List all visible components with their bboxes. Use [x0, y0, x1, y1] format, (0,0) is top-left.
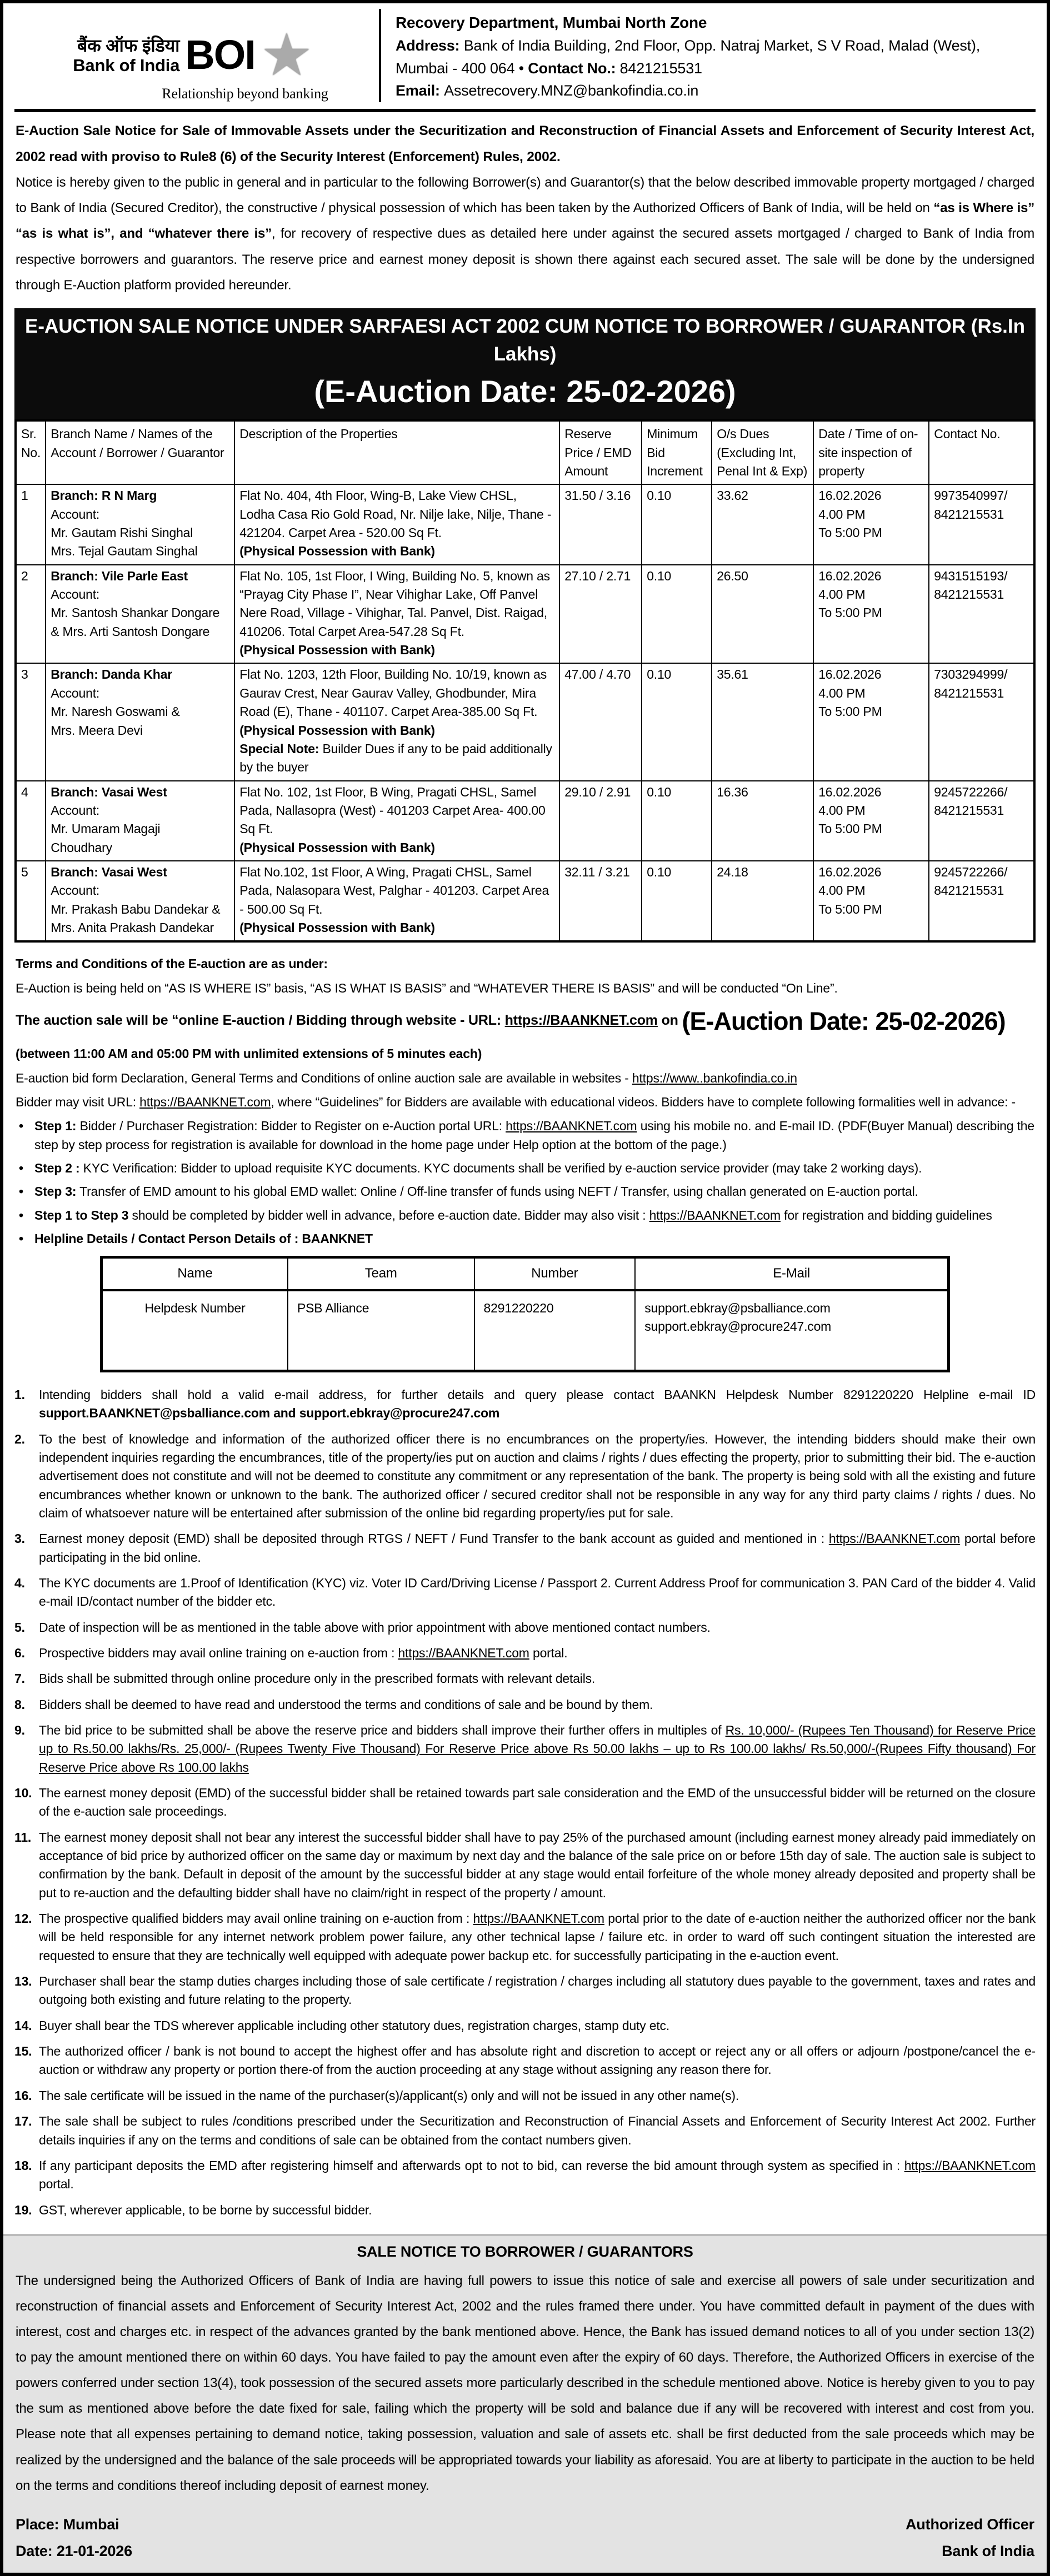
cell-outstanding-dues: 26.50: [712, 565, 813, 664]
cell-branch-account: [46, 781, 234, 861]
possession-status: (Physical Possession with Bank): [239, 544, 435, 559]
bullet-icon: •: [19, 1160, 23, 1175]
cell-reserve-price: 27.10 / 2.71: [559, 565, 642, 664]
branch-name: Branch: Vasai West: [51, 864, 167, 879]
note-item: [14, 1670, 1036, 1688]
note-number: 11.: [14, 1830, 32, 1845]
auction-line-pre: The auction sale will be “online E-auction / Bidding through website - URL:: [16, 1013, 505, 1029]
sale-notice-body: The undersigned being the Authorized Officers of Bank of India are having full powers to issue this notice of sale and exercise all powers of sale under securitization and reconstruction of financial assets and Enforcement of Security Interest Act, 2002 and the rules framed there under. You have committed default in payment of the dues with interest, cost and charges etc. in respect of the advances granted by the bank mentioned above. Hence, the Bank has issued demand notices to all of you under section 13(2) to pay the amount mentioned there on within 60 days. You have failed to pay the amount even after the expiry of 60 days. Therefore, the Authorized Officers in exercise of the powers conferred under section 13(4), took possession of the secured assets more particularly described in the schedule mentioned above. Notice is hereby given to you to pay the sum as mentioned above before the date fixed for sale, failing which the property will be sold and balance due if any will be recovered with interest and cost from you. Please note that all expenses pertaining to demand notice, taking possession, valuation and sale of assets etc. shall be first deducted from the sale proceeds which may be realized by the undersigned and the balance of the sale proceeds will be appropriated towards your liability as aforesaid. You are at liberty to participate in the auction to be held on the terms and conditions thereof including deposit of earnest money.: [16, 2273, 1034, 2493]
auction-date-big: (E-Auction Date: 25-02-2026): [682, 1006, 1006, 1035]
inspection-date: 16.02.2026: [818, 568, 882, 583]
note-text: Bidders shall be deemed to have read and understood the terms and conditions of sale and be bound by them.: [39, 1697, 653, 1712]
note-url: https://BAANKNET.com: [904, 2158, 1036, 2173]
note-text: portal.: [39, 2177, 74, 2192]
note-number: 4.: [14, 1575, 25, 1590]
note-number: 7.: [14, 1671, 25, 1686]
account-label: Account:: [51, 587, 100, 602]
note-item: [14, 2017, 1036, 2035]
note-item: [14, 1910, 1036, 1965]
bank-tagline: Relationship beyond banking: [162, 85, 328, 102]
terms-bidform-line: [16, 1069, 1034, 1087]
branch-name: Branch: Vasai West: [51, 784, 167, 799]
bullet-icon: •: [19, 1207, 23, 1222]
cell-property-description: [234, 861, 559, 941]
inspection-time-from: 4.00 PM: [818, 587, 866, 602]
cell-min-bid: 0.10: [642, 484, 712, 564]
cell-property-description: [234, 484, 559, 564]
bullet-icon: •: [19, 1231, 23, 1246]
note-text: If any participant deposits the EMD after registering himself and afterwards opt to not to bid, can reverse the bid amount through system as specified in :: [39, 2158, 904, 2173]
step-label: Step 3:: [34, 1184, 77, 1199]
footer-signatory: [906, 2511, 1034, 2565]
step-label: Step 2 :: [34, 1160, 80, 1175]
bullet-icon: •: [19, 1184, 23, 1199]
cell-reserve-price: 32.11 / 3.21: [559, 861, 642, 941]
cell-outstanding-dues: 16.36: [712, 781, 813, 861]
cell-inspection-datetime: [813, 861, 929, 941]
cell-sr-no: 3: [16, 663, 46, 780]
note-item: [14, 2087, 1036, 2105]
cell-branch-account: [46, 484, 234, 564]
cell-inspection-datetime: [813, 663, 929, 780]
cell-outstanding-dues: 35.61: [712, 663, 813, 780]
step-bullet: [16, 1206, 1034, 1225]
helpline-name: Helpdesk Number: [102, 1290, 288, 1371]
note-text: The authorized officer / bank is not bound to accept the highest offer and has absolute right and discretion to accept or reject any or all offers or adjourn /postpone/cancel the e-auction or withdraw any property or portion there-of from the auction proceeding at any stage without assigning any reason there for.: [39, 2044, 1036, 2077]
contact-number: 8421215531: [934, 507, 1004, 522]
note-number: 1.: [14, 1387, 25, 1402]
note-url: https://BAANKNET.com: [828, 1531, 961, 1546]
cell-outstanding-dues: 24.18: [712, 861, 813, 941]
auction-properties-table: [14, 419, 1036, 943]
note-item: [14, 1828, 1036, 1902]
footer-place: Place: Mumbai: [16, 2515, 119, 2533]
possession-status: (Physical Possession with Bank): [239, 723, 435, 738]
note-bold: support.BAANKNET@psballiance.com and support.ebkray@procure247.com: [39, 1406, 500, 1421]
note-number: 12.: [14, 1911, 32, 1926]
note-underline: Rs. 10,000/- (Rupees Ten Thousand) for Reserve Price up to Rs.50.00 lakhs/Rs. 25,000/- (Rupees Twenty Five Thousand) For Reserve Price above Rs 50.00 lakhs – up to Rs 100.00 lakhs/ Rs.50,000/-(Rupees Fifty thousand) For Reserve Price above Rs 100.00 lakhs: [39, 1722, 1036, 1775]
borrower-name: Mr. Prakash Babu Dandekar &: [51, 901, 221, 916]
inspection-time-to: To 5:00 PM: [818, 901, 882, 916]
table-row: [16, 663, 1034, 780]
contact-number: 9973540997/: [934, 488, 1008, 503]
property-description: Flat No. 404, 4th Floor, Wing-B, Lake View CHSL, Lodha Casa Rio Gold Road, Nr. Nilje lake, Nilje, Thane - 421204. Carpet Area - 520.00 Sq Ft.: [239, 488, 552, 540]
cell-min-bid: 0.10: [642, 781, 712, 861]
footer-officer: Authorized Officer: [906, 2515, 1034, 2533]
visit-pre: Bidder may visit URL:: [16, 1094, 140, 1109]
column-header-contact: Contact No.: [929, 420, 1034, 484]
bankofindia-url: https://www..bankofindia.co.in: [632, 1070, 797, 1085]
possession-status: (Physical Possession with Bank): [239, 840, 435, 855]
cell-sr-no: 1: [16, 484, 46, 564]
helpline-email: support.ebkray@procure247.com: [644, 1319, 832, 1334]
special-note-text: Builder Dues if any to be paid additionally by the buyer: [239, 741, 552, 775]
helpline-header-email: E-Mail: [635, 1257, 948, 1290]
bank-logo-names: [73, 36, 179, 76]
possession-status: (Physical Possession with Bank): [239, 920, 435, 935]
contact-number: 8421215531: [934, 685, 1004, 700]
address-label: Address:: [396, 37, 464, 54]
branch-name: Branch: Vile Parle East: [51, 568, 188, 583]
column-header-description: Description of the Properties: [234, 420, 559, 484]
terms-heading: Terms and Conditions of the E-auction are as under:: [16, 956, 328, 971]
cell-contact-no: [929, 663, 1034, 780]
sale-notice-heading: SALE NOTICE TO BORROWER / GUARANTORS: [357, 2243, 693, 2260]
property-description: Flat No. 105, 1st Floor, I Wing, Building No. 5, known as “Prayag City Phase I”, Near Vihighar Lake, Off Panvel Nere Road, Village - Vihighar, Tal. Panvel, Dist. Raigad, 410206. Total Carpet Area-547.28 Sq Ft.: [239, 568, 550, 639]
helpline-team: PSB Alliance: [288, 1290, 474, 1371]
note-item: [14, 2201, 1036, 2219]
visit-post: , where “Guidelines” for Bidders are available with educational videos. Bidders have to complete following formalities well in advance: -: [271, 1094, 1016, 1109]
borrower-name: Mrs. Anita Prakash Dandekar: [51, 920, 214, 935]
terms-auction-line: [16, 1003, 1034, 1039]
cell-contact-no: [929, 565, 1034, 664]
borrower-name: Mr. Umaram Magaji: [51, 821, 161, 836]
column-header-dues: O/s Dues (Excluding Int, Penal Int & Exp): [712, 420, 813, 484]
column-header-inspection: Date / Time of on-site inspection of property: [813, 420, 929, 484]
note-text: Purchaser shall bear the stamp duties charges including those of sale certificate / registration / charges including all statutory dues payable to the government, taxes and rates and outgoing both existing and future relating to the property.: [39, 1974, 1036, 2007]
table-row: [16, 861, 1034, 941]
intro-heading: E-Auction Sale Notice for Sale of Immovable Assets under the Securitization and Reconstruction of Financial Assets and Enforcement of Security Interest Act, 2002 read with proviso to Rule8 (6) of the Security Interest (Enforcement) Rules, 2002.: [16, 123, 1034, 164]
note-item: [14, 1721, 1036, 1777]
account-label: Account:: [51, 803, 100, 818]
contact-number: 8421215531: [934, 883, 1004, 898]
note-number: 6.: [14, 1645, 25, 1660]
step-label: Step 1:: [34, 1119, 77, 1134]
intro-paragraph: [16, 170, 1034, 298]
note-text: Prospective bidders may avail online training on e-auction from :: [39, 1645, 398, 1660]
step-bullet: [16, 1182, 1034, 1201]
cell-min-bid: 0.10: [642, 861, 712, 941]
sale-notice-footer: [16, 2511, 1034, 2565]
cell-property-description: [234, 663, 559, 780]
account-label: Account:: [51, 685, 100, 700]
branch-name: Branch: R N Marg: [51, 488, 157, 503]
borrower-name: Mr. Gautam Rishi Singhal: [51, 525, 193, 540]
baanknet-url: https://BAANKNET.com: [506, 1119, 637, 1134]
footer-date: Date: 21-01-2026: [16, 2543, 132, 2560]
branch-name: Branch: Danda Khar: [51, 667, 172, 682]
inspection-time-to: To 5:00 PM: [818, 605, 882, 620]
banner-auction-date: (E-Auction Date: 25-02-2026): [314, 374, 736, 409]
cell-outstanding-dues: 33.62: [712, 484, 813, 564]
note-text: The sale shall be subject to rules /conditions prescribed under the Securitization and Reconstruction of Financial Assets and Enforcement of Security Interest Act 2002. Further details inquiries if any on the terms and conditions of sale can be obtained from the contact numbers given.: [39, 2114, 1036, 2147]
inspection-time-to: To 5:00 PM: [818, 821, 882, 836]
address-text: Bank of India Building, 2nd Floor, Opp. Natraj Market, S V Road, Malad (West), Mumbai - 400 064 •: [396, 37, 981, 77]
note-item: [14, 1530, 1036, 1567]
column-header-min-bid: Minimum Bid Increment: [642, 420, 712, 484]
account-label: Account:: [51, 507, 100, 522]
note-text: The earnest money deposit (EMD) of the successful bidder shall be retained towards part sale consideration and the EMD of the unsuccessful bidder will be returned on the closure of the e-auction sale proceedings.: [39, 1786, 1036, 1819]
cell-inspection-datetime: [813, 781, 929, 861]
column-header-sr-no: Sr. No.: [16, 420, 46, 484]
cell-branch-account: [46, 861, 234, 941]
note-number: 3.: [14, 1531, 25, 1546]
cell-min-bid: 0.10: [642, 565, 712, 664]
step-text: Transfer of EMD amount to his global EMD wallet: Online / Off-line transfer of funds using NEFT / Transfer, using challan generated on E-auction portal.: [76, 1184, 918, 1199]
note-number: 16.: [14, 2088, 32, 2103]
note-text: portal.: [529, 1645, 568, 1660]
note-text: To the best of knowledge and information of the authorized officer there is no encumbrances on the property/ies. However, the intending bidders should make their own independent inquiries regarding the encumbrances, title of the property/ies put on auction and claims / rights / dues effecting the property, prior to submitting their bid. The e-auction advertisement does not constitute and will not be deemed to constitute any commitment or any representation of the bank. The property is being sold with all the existing and future encumbrances whether known or unknown to the bank. The authorized officer / secured creditor shall not be responsible in any way for any third party claims / rights / dues. No claim of whatsoever nature will be entertained after submission of the online bid regarding property/ies put for sale.: [39, 1431, 1036, 1520]
note-text: The sale certificate will be issued in the name of the purchaser(s)/applicant(s) only and will not be issued in any other name(s).: [39, 2088, 739, 2103]
helpline-data-row: [102, 1290, 949, 1371]
note-number: 5.: [14, 1620, 25, 1635]
intro-text-post: , for recovery of respective dues as detailed here under against the secured assets mortgaged / charged to Bank of India from respective borrowers and guarantors. The reserve price and earnest money deposit is shown there against each secured asset. The sale will be done by the undersigned through E-Auction platform provided hereunder.: [16, 226, 1034, 293]
step-text: should be completed by bidder well in advance, before e-auction date. Bidder may also visit :: [128, 1207, 649, 1222]
cell-reserve-price: 47.00 / 4.70: [559, 663, 642, 780]
borrower-name: Mrs. Tejal Gautam Singhal: [51, 544, 198, 559]
note-item: [14, 1386, 1036, 1423]
bidform-pre: E-auction bid form Declaration, General Terms and Conditions of online auction sale are available in websites -: [16, 1070, 632, 1085]
helpline-label: Helpline Details / Contact Person Details of : BAANKNET: [34, 1231, 373, 1246]
helpline-bullet: [16, 1230, 1034, 1248]
contact-number: 8421215531: [934, 587, 1004, 602]
step-text: Bidder / Purchaser Registration: Bidder to Register on e-Auction portal URL:: [76, 1119, 506, 1134]
inspection-date: 16.02.2026: [818, 488, 882, 503]
cell-inspection-datetime: [813, 565, 929, 664]
helpline-table: [100, 1256, 950, 1372]
cell-branch-account: [46, 565, 234, 664]
note-item: [14, 1618, 1036, 1637]
cell-min-bid: 0.10: [642, 663, 712, 780]
contact-number: 9245722266/: [934, 864, 1008, 879]
borrower-name: Mr. Naresh Goswami &: [51, 704, 180, 719]
note-text: The earnest money deposit shall not bear any interest the successful bidder shall have to pay 25% of the purchased amount (including earnest money already paid immediately on acceptance of bid price by authorized officer on the same day or maximum by next day and the balance of the sale price on or before 15th day of sale. The auction sale is subject to confirmation by the bank. Default in deposit of the amount by the successful bidder at any stage would entail forfeiture of the whole money already deposited and property shall be put to re-auction and the defaulting bidder shall have no claim/right in respect of the property / amount.: [39, 1830, 1036, 1900]
note-text: GST, wherever applicable, to be borne by successful bidder.: [39, 2202, 372, 2217]
note-text: Buyer shall bear the TDS wherever applicable including other statutory dues, registration charges, stamp duty etc.: [39, 2018, 670, 2033]
table-row: [16, 484, 1034, 564]
inspection-time-from: 4.00 PM: [818, 685, 866, 700]
helpline-email: support.ebkray@psballiance.com: [644, 1301, 831, 1316]
boi-star-icon: ★: [260, 22, 313, 88]
note-number: 18.: [14, 2158, 32, 2173]
helpline-header-number: Number: [474, 1257, 636, 1290]
cell-contact-no: [929, 861, 1034, 941]
note-number: 17.: [14, 2114, 32, 2129]
note-text: portal before participating in the bid online.: [39, 1531, 1036, 1565]
note-text: The KYC documents are 1.Proof of Identification (KYC) viz. Voter ID Card/Driving License / Passport 2. Current Address Proof for communication 3. PAN Card of the bidder 4. Valid e-mail ID/contact number of the bidder etc.: [39, 1575, 1036, 1609]
note-item: [14, 1644, 1036, 1662]
contact-label: Contact No.:: [528, 59, 620, 77]
intro-text-bold: “as is Where is” “as is what is”, and “whatever there is”: [16, 201, 1034, 242]
note-text: Earnest money deposit (EMD) shall be deposited through RTGS / NEFT / Fund Transfer to the bank account as guided and mentioned in :: [39, 1531, 829, 1546]
terms-between-line: (between 11:00 AM and 05:00 PM with unlimited extensions of 5 minutes each): [16, 1046, 482, 1061]
note-item: [14, 1696, 1036, 1714]
auction-line-mid: on: [657, 1013, 682, 1029]
cell-reserve-price: 29.10 / 2.91: [559, 781, 642, 861]
cell-branch-account: [46, 663, 234, 780]
note-number: 13.: [14, 1974, 32, 1989]
terms-visit-line: [16, 1093, 1034, 1111]
cell-sr-no: 4: [16, 781, 46, 861]
property-description: Flat No. 102, 1st Floor, B Wing, Pragati CHSL, Samel Pada, Nallasopra (West) - 401203 Carpet Area- 400.00 Sq Ft.: [239, 784, 546, 836]
cell-property-description: [234, 565, 559, 664]
cell-property-description: [234, 781, 559, 861]
note-number: 2.: [14, 1431, 25, 1446]
helpline-number: 8291220220: [474, 1290, 636, 1371]
borrower-name: Mrs. Meera Devi: [51, 723, 143, 738]
inspection-date: 16.02.2026: [818, 784, 882, 799]
note-text: Intending bidders shall hold a valid e-mail address, for further details and query please contact BAANKN Helpdesk Number 8291220220 Helpline e-mail ID: [39, 1387, 1036, 1402]
cell-reserve-price: 31.50 / 3.16: [559, 484, 642, 564]
property-description: Flat No.102, 1st Floor, A Wing, Pragati CHSL, Samel Pada, Nalasopara West, Palghar - 401203. Carpet Area - 500.00 Sq Ft.: [239, 864, 549, 916]
special-note-label: Special Note:: [239, 741, 319, 756]
email-label: Email:: [396, 82, 444, 99]
borrower-name: Choudhary: [51, 840, 112, 855]
step-label: Step 1 to Step 3: [34, 1207, 129, 1222]
table-header-row: [16, 420, 1034, 484]
cell-inspection-datetime: [813, 484, 929, 564]
inspection-time-to: To 5:00 PM: [818, 704, 882, 719]
inspection-date: 16.02.2026: [818, 864, 882, 879]
note-text: The bid price to be submitted shall be above the reserve price and bidders shall improve their further offers in multiples of: [39, 1722, 726, 1737]
contact-value: 8421215531: [619, 59, 702, 77]
note-item: [14, 1430, 1036, 1523]
sale-notice-section: [3, 2234, 1047, 2573]
department-info: [381, 9, 1036, 102]
bank-name-english: Bank of India: [73, 56, 180, 76]
step-bullet: [16, 1159, 1034, 1177]
conditions-list: [14, 1385, 1036, 2234]
table-row: [16, 781, 1034, 861]
bank-abbr: BOI: [185, 32, 255, 78]
baanknet-url: https://BAANKNET.com: [139, 1094, 271, 1109]
note-url: https://BAANKNET.com: [473, 1911, 604, 1926]
note-item: [14, 1972, 1036, 2009]
footer-place-date: [16, 2511, 132, 2565]
email-value: Assetrecovery.MNZ@bankofindia.co.in: [444, 82, 699, 99]
footer-bank: Bank of India: [942, 2543, 1034, 2560]
note-item: [14, 1784, 1036, 1821]
intro-text-pre: Notice is hereby given to the public in general and in particular to the following Borrower(s) and Guarantor(s) that the below described immovable property mortgaged / charged to Bank of India (Secured Creditor), the constructive / physical possession of which has been taken by the Authorized Officers of Bank of India, will be held on: [16, 175, 1034, 216]
contact-number: 9245722266/: [934, 784, 1008, 799]
helpline-header-row: [102, 1257, 949, 1290]
step-text: using his mobile no. and E-mail ID. (PDF(Buyer Manual) describing the step by step process for registration is available for download in the home page under Help option at the bottom of the page.): [34, 1119, 1034, 1152]
cell-sr-no: 5: [16, 861, 46, 941]
baanknet-url: https://BAANKNET.com: [649, 1207, 781, 1222]
terms-asis-line: E-Auction is being held on “AS IS WHERE IS” basis, “AS IS WHAT IS BASIS” and “WHATEVER THERE IS BASIS” and will be conducted “On Line”.: [16, 980, 838, 995]
helpline-header-name: Name: [102, 1257, 288, 1290]
note-number: 19.: [14, 2202, 32, 2217]
step-bullet: [16, 1117, 1034, 1154]
banner-title: E-AUCTION SALE NOTICE UNDER SARFAESI ACT 2002 CUM NOTICE TO BORROWER / GUARANTOR (Rs.In Lakhs): [24, 315, 1026, 365]
inspection-date: 16.02.2026: [818, 667, 882, 682]
cell-contact-no: [929, 781, 1034, 861]
inspection-time-to: To 5:00 PM: [818, 525, 882, 540]
step-text: for registration and bidding guidelines: [780, 1207, 992, 1222]
inspection-time-from: 4.00 PM: [818, 803, 866, 818]
property-description: Flat No. 1203, 12th Floor, Building No. 10/19, known as Gaurav Crest, Near Gaurav Valley, Ghodbunder, Mira Road (E), Thane - 401107. Carpet Area-385.00 Sq Ft.: [239, 667, 547, 719]
note-number: 8.: [14, 1697, 25, 1712]
borrower-name: Mr. Santosh Shankar Dongare: [51, 605, 220, 620]
department-email: [396, 79, 1036, 102]
baanknet-url: https://BAANKNET.com: [504, 1013, 658, 1029]
note-number: 9.: [14, 1722, 25, 1737]
column-header-branch: Branch Name / Names of the Account / Borrower / Guarantor: [46, 420, 234, 484]
note-text: Bids shall be submitted through online procedure only in the prescribed formats with relevant details.: [39, 1671, 596, 1686]
note-number: 14.: [14, 2018, 32, 2033]
note-text: Date of inspection will be as mentioned in the table above with prior appointment with above mentioned contact numbers.: [39, 1620, 711, 1635]
helpline-emails: [635, 1290, 948, 1371]
intro-section: [14, 109, 1036, 303]
possession-status: (Physical Possession with Bank): [239, 643, 435, 658]
inspection-time-from: 4.00 PM: [818, 507, 866, 522]
column-header-reserve-price: Reserve Price / EMD Amount: [559, 420, 642, 484]
helpline-header-team: Team: [288, 1257, 474, 1290]
note-item: [14, 1574, 1036, 1611]
borrower-name: & Mrs. Arti Santosh Dongare: [51, 624, 210, 639]
contact-number: 8421215531: [934, 803, 1004, 818]
contact-number: 9431515193/: [934, 568, 1008, 583]
department-title: Recovery Department, Mumbai North Zone: [396, 14, 707, 31]
bank-name-hindi: बैंक ऑफ इंडिया: [77, 35, 180, 56]
note-item: [14, 2112, 1036, 2149]
note-url: https://BAANKNET.com: [398, 1645, 529, 1660]
cell-contact-no: [929, 484, 1034, 564]
notice-banner: [14, 308, 1036, 420]
note-text: The prospective qualified bidders may avail online training on e-auction from :: [39, 1911, 473, 1926]
note-number: 15.: [14, 2044, 32, 2059]
note-item: [14, 2157, 1036, 2194]
table-row: [16, 565, 1034, 664]
contact-number: 7303294999/: [934, 667, 1008, 682]
account-label: Account:: [51, 883, 100, 898]
note-number: 10.: [14, 1786, 32, 1800]
step-text: KYC Verification: Bidder to upload requisite KYC documents. KYC documents shall be verified by e-auction service provider (may take 2 working days).: [79, 1160, 922, 1175]
note-item: [14, 2042, 1036, 2079]
inspection-time-from: 4.00 PM: [818, 883, 866, 898]
department-address: [396, 34, 1036, 79]
note-text: portal prior to the date of e-auction neither the authorized officer nor the bank will be held responsible for any internet network problem power failure, any other technical lapse / failure etc. in order to ward off such contingent situation the interested are requested to ensure that they are technically well equipped with adequate power backup etc. for successfully participating in the e-auction event.: [39, 1911, 1036, 1963]
bullet-icon: •: [19, 1119, 23, 1134]
terms-section: [14, 943, 1036, 1385]
cell-sr-no: 2: [16, 565, 46, 664]
special-note: [239, 740, 554, 777]
